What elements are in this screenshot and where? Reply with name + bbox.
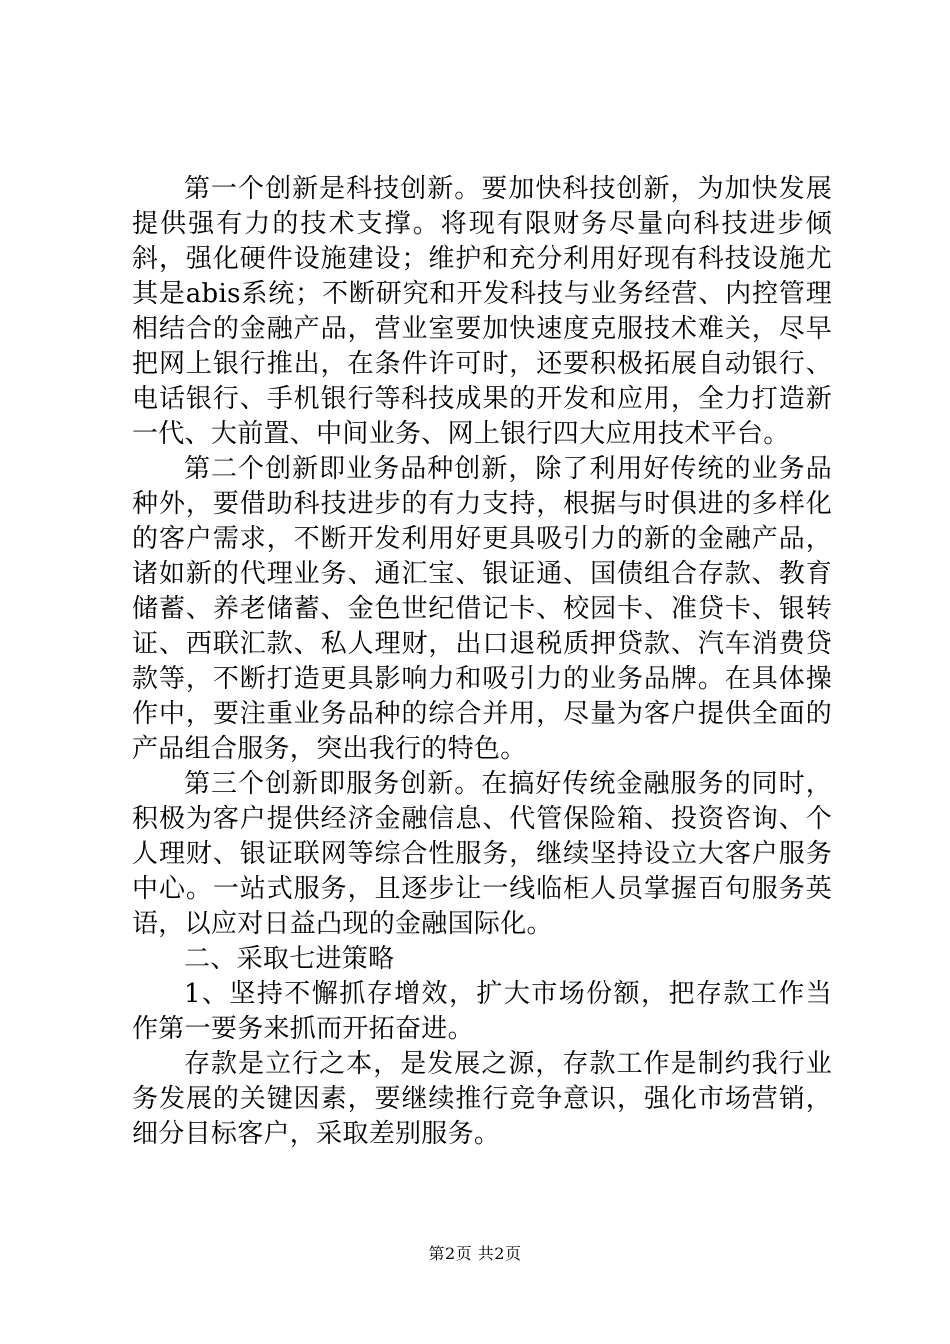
document-body [132,172,832,1152]
paragraph-service-innovation: 第三个创新即服务创新。在搞好传统金融服务的同时，积极为客户提供经济金融信息、代管保险箱、投资咨询、个人理财、银证联网等综合性服务，继续坚持设立大客户服务中心。一站式服务，且逐步让一线临柜人员掌握百句服务英语，以应对日益凸现的金融国际化。 [132,769,832,939]
paragraph-tech-innovation: 第一个创新是科技创新。要加快科技创新，为加快发展提供强有力的技术支撑。将现有限财务尽量向科技进步倾斜，强化硬件设施建设；维护和充分利用好现有科技设施尤其是abis系统；不断研究和开发科技与业务经营、内控管理相结合的金融产品，营业室要加快速度克服技术难关，尽早把网上银行推出，在条件许可时，还要积极拓展自动银行、电话银行、手机银行等科技成果的开发和应用，全力打造新一代、大前置、中间业务、网上银行四大应用技术平台。 [132,174,832,449]
page-number-label: 第2页 共2页 [428,1244,522,1263]
section-heading-seven-strategies: 二、采取七进策略 [184,944,395,974]
page-footer [0,1244,950,1264]
paragraph-product-innovation: 第二个创新即业务品种创新，除了利用好传统的业务品种外，要借助科技进步的有力支持，根据与时俱进的多样化的客户需求，不断开发利用好更具吸引力的新的金融产品，诸如新的代理业务、通汇宝、银证通、国债组合存款、教育储蓄、养老储蓄、金色世纪借记卡、校园卡、准贷卡、银转证、西联汇款、私人理财，出口退税质押贷款、汽车消费贷款等，不断打造更具影响力和吸引力的业务品牌。在具体操作中，要注重业务品种的综合并用，尽量为客户提供全面的产品组合服务，突出我行的特色。 [132,454,832,764]
list-item-deposit-growth: 1、坚持不懈抓存增效，扩大市场份额，把存款工作当作第一要务来抓而开拓奋进。 [132,979,832,1044]
paragraph-deposit-foundation: 存款是立行之本，是发展之源，存款工作是制约我行业务发展的关键因素，要继续推行竞争意识，强化市场营销，细分目标客户，采取差别服务。 [132,1049,832,1149]
